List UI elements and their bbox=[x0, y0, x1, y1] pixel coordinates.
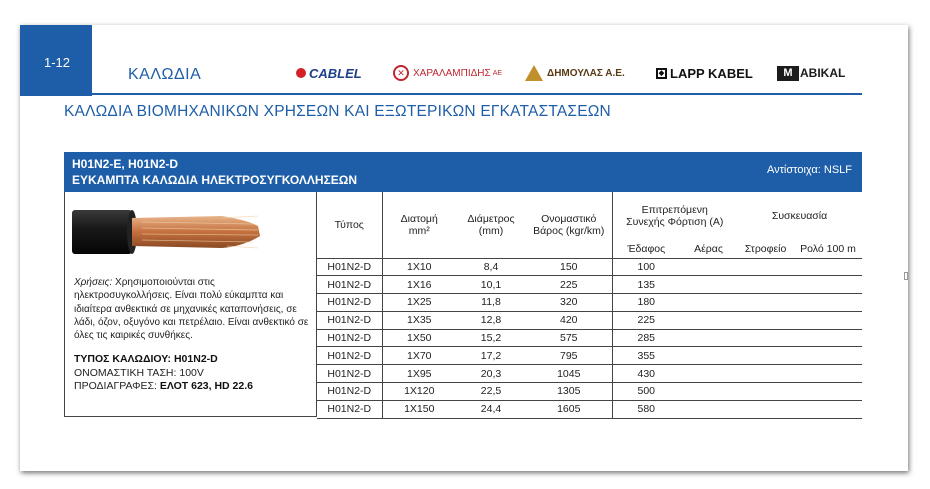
cell-section: 1X10 bbox=[382, 258, 456, 276]
charalampidis-wordmark: ΧΑΡΑΛΑΜΠΙΔΗΣ bbox=[413, 67, 491, 79]
cell-weight: 150 bbox=[526, 258, 612, 276]
cell-weight: 1305 bbox=[526, 383, 612, 401]
cell-drum bbox=[737, 276, 794, 294]
cell-diameter: 12,8 bbox=[456, 311, 526, 329]
cell-roll bbox=[794, 347, 862, 365]
cell-air bbox=[680, 400, 737, 418]
table-row bbox=[317, 329, 862, 347]
cable-type-value: H01N2-D bbox=[173, 353, 218, 365]
table-row bbox=[317, 400, 862, 418]
cell-roll bbox=[794, 294, 862, 312]
cablel-logo bbox=[296, 62, 362, 84]
header-pack-drum: Στροφείο bbox=[744, 242, 787, 255]
cell-roll bbox=[794, 365, 862, 383]
cell-diameter: 20,3 bbox=[456, 365, 526, 383]
cell-diameter: 11,8 bbox=[456, 294, 526, 312]
table-header-row bbox=[317, 192, 862, 240]
cell-drum bbox=[737, 383, 794, 401]
standards-label: ΠΡΟΔΙΑΓΡΑΦΕΣ: bbox=[74, 380, 157, 392]
cell-drum bbox=[737, 329, 794, 347]
standards-value: ΕΛΟΤ 623, HD 22.6 bbox=[159, 380, 253, 392]
cablel-dot-icon bbox=[296, 68, 306, 78]
header-section: Διατομή mm² bbox=[382, 192, 456, 258]
lapp-kabel-logo bbox=[656, 62, 753, 84]
section-title: ΚΑΛΩΔΙΑ bbox=[128, 66, 202, 83]
cell-type: H01N2-D bbox=[317, 294, 382, 312]
product-codes: H01N2-E, H01N2-D bbox=[72, 157, 179, 171]
cell-section: 1X25 bbox=[382, 294, 456, 312]
cable-type-label: ΤΥΠΟΣ ΚΑΛΩΔΙΟΥ: bbox=[74, 353, 172, 365]
cell-roll bbox=[794, 400, 862, 418]
product-uses bbox=[74, 276, 309, 342]
uses-label: Χρήσεις: bbox=[74, 277, 113, 288]
cell-ground: 225 bbox=[612, 311, 680, 329]
mabikal-wordmark: ABIKAL bbox=[800, 66, 846, 80]
header-packaging: Συσκευασία bbox=[771, 210, 828, 222]
cell-ground: 285 bbox=[612, 329, 680, 347]
lapp-wordmark: LAPP KABEL bbox=[670, 65, 753, 81]
cell-ground: 100 bbox=[612, 258, 680, 276]
cell-diameter: 22,5 bbox=[456, 383, 526, 401]
cell-roll bbox=[794, 329, 862, 347]
cell-section: 1X70 bbox=[382, 347, 456, 365]
cell-section: 1X50 bbox=[382, 329, 456, 347]
cell-air bbox=[680, 258, 737, 276]
cell-roll bbox=[794, 258, 862, 276]
cell-drum bbox=[737, 258, 794, 276]
uses-text: Χρησιμοποιούνται στις ηλεκτροσυγκολλήσεις. Είναι πολύ εύκαμπτα και ιδιαίτερα ανθεκτικά σε μηχανικές καταπονήσεις, σε λάδι, όζον, οξυγόνο και πετρέλαιο. Είναι ανθεκτικό σε όλες τις καιρικές συνθήκες. bbox=[74, 277, 309, 342]
cell-ground: 500 bbox=[612, 383, 680, 401]
cell-ground: 355 bbox=[612, 347, 680, 365]
cell-air bbox=[680, 311, 737, 329]
header-divider bbox=[92, 93, 862, 95]
cell-air bbox=[680, 347, 737, 365]
cell-ground: 135 bbox=[612, 276, 680, 294]
cell-roll bbox=[794, 383, 862, 401]
cell-ground: 580 bbox=[612, 400, 680, 418]
mabikal-logo bbox=[777, 62, 845, 84]
charalampidis-suffix: AE bbox=[492, 69, 503, 77]
cell-type: H01N2-D bbox=[317, 311, 382, 329]
cell-type: H01N2-D bbox=[317, 258, 382, 276]
table-row bbox=[317, 276, 862, 294]
cell-ground: 180 bbox=[612, 294, 680, 312]
cell-type: H01N2-D bbox=[317, 347, 382, 365]
table-row bbox=[317, 365, 862, 383]
cell-weight: 420 bbox=[526, 311, 612, 329]
voltage-value: 100V bbox=[179, 367, 204, 379]
cell-air bbox=[680, 329, 737, 347]
product-description-panel bbox=[64, 192, 317, 417]
welding-cable-image bbox=[72, 202, 262, 260]
cell-diameter: 10,1 bbox=[456, 276, 526, 294]
table-row bbox=[317, 294, 862, 312]
dimoulas-wordmark: ΔΗΜΟΥΛΑΣ Α.Ε. bbox=[547, 67, 625, 79]
cell-weight: 1045 bbox=[526, 365, 612, 383]
cell-type: H01N2-D bbox=[317, 383, 382, 401]
cell-air bbox=[680, 365, 737, 383]
header-pack-roll: Ρολό 100 m bbox=[800, 242, 856, 255]
cell-weight: 225 bbox=[526, 276, 612, 294]
cell-diameter: 8,4 bbox=[456, 258, 526, 276]
cable-spec-table bbox=[317, 192, 862, 419]
dimoulas-triangle-icon bbox=[525, 65, 543, 81]
table-row bbox=[317, 258, 862, 276]
table-row bbox=[317, 347, 862, 365]
page-number: 1-12 bbox=[20, 25, 92, 96]
table-body bbox=[317, 258, 862, 418]
cell-drum bbox=[737, 400, 794, 418]
header-load-ground: Έδαφος bbox=[627, 242, 666, 255]
header-weight: Ονομαστικό Βάρος (kgr/km) bbox=[526, 192, 612, 258]
cell-air bbox=[680, 294, 737, 312]
cell-type: H01N2-D bbox=[317, 400, 382, 418]
cell-diameter: 24,4 bbox=[456, 400, 526, 418]
mabikal-mark-icon: M bbox=[777, 66, 799, 81]
cell-section: 1X120 bbox=[382, 383, 456, 401]
cell-air bbox=[680, 383, 737, 401]
cablel-wordmark: CABLEL bbox=[309, 65, 362, 81]
cell-drum bbox=[737, 347, 794, 365]
standards-spec bbox=[74, 380, 253, 392]
cell-section: 1X16 bbox=[382, 276, 456, 294]
charalampidis-logo bbox=[393, 62, 502, 84]
cell-roll bbox=[794, 276, 862, 294]
cell-type: H01N2-D bbox=[317, 329, 382, 347]
cell-type: H01N2-D bbox=[317, 276, 382, 294]
header-load: Επιτρεπόμενη Συνεχής Φόρτιση (A) bbox=[626, 204, 724, 228]
charalampidis-emblem-icon: ✕ bbox=[393, 65, 409, 81]
cell-diameter: 15,2 bbox=[456, 329, 526, 347]
header-load-air: Αέρας bbox=[694, 242, 723, 255]
header-diameter: Διάμετρος (mm) bbox=[456, 192, 526, 258]
cell-weight: 320 bbox=[526, 294, 612, 312]
cell-air bbox=[680, 276, 737, 294]
cell-weight: 795 bbox=[526, 347, 612, 365]
table-row bbox=[317, 311, 862, 329]
page-edge-marker bbox=[904, 272, 908, 280]
header-type: Τύπος bbox=[317, 192, 382, 258]
product-name: ΕΥΚΑΜΠΤΑ ΚΑΛΩΔΙΑ ΗΛΕΚΤΡΟΣΥΓΚΟΛΛΗΣΕΩΝ bbox=[72, 173, 358, 187]
cell-weight: 575 bbox=[526, 329, 612, 347]
cell-diameter: 17,2 bbox=[456, 347, 526, 365]
cell-drum bbox=[737, 365, 794, 383]
voltage-label: ΟΝΟΜΑΣΤΙΚΗ ΤΑΣΗ: bbox=[74, 367, 177, 379]
lapp-emblem-icon: ◆ bbox=[656, 68, 667, 79]
voltage-spec bbox=[74, 367, 204, 379]
cell-weight: 1605 bbox=[526, 400, 612, 418]
cell-ground: 430 bbox=[612, 365, 680, 383]
cell-roll bbox=[794, 311, 862, 329]
cell-section: 1X150 bbox=[382, 400, 456, 418]
cell-drum bbox=[737, 311, 794, 329]
page-heading: ΚΑΛΩΔΙΑ ΒΙΟΜΗΧΑΝΙΚΩΝ ΧΡΗΣΕΩΝ ΚΑΙ ΕΞΩΤΕΡΙΚΩΝ ΕΓΚΑΤΑΣΤΑΣΕΩΝ bbox=[64, 103, 611, 120]
dimoulas-logo bbox=[525, 62, 625, 84]
cell-drum bbox=[737, 294, 794, 312]
cell-section: 1X95 bbox=[382, 365, 456, 383]
product-equivalent: Αντίστοιχα: NSLF bbox=[766, 164, 852, 176]
cable-type-spec bbox=[74, 353, 218, 365]
table-row bbox=[317, 383, 862, 401]
cell-section: 1X35 bbox=[382, 311, 456, 329]
cell-type: H01N2-D bbox=[317, 365, 382, 383]
product-header-bar bbox=[64, 152, 862, 192]
